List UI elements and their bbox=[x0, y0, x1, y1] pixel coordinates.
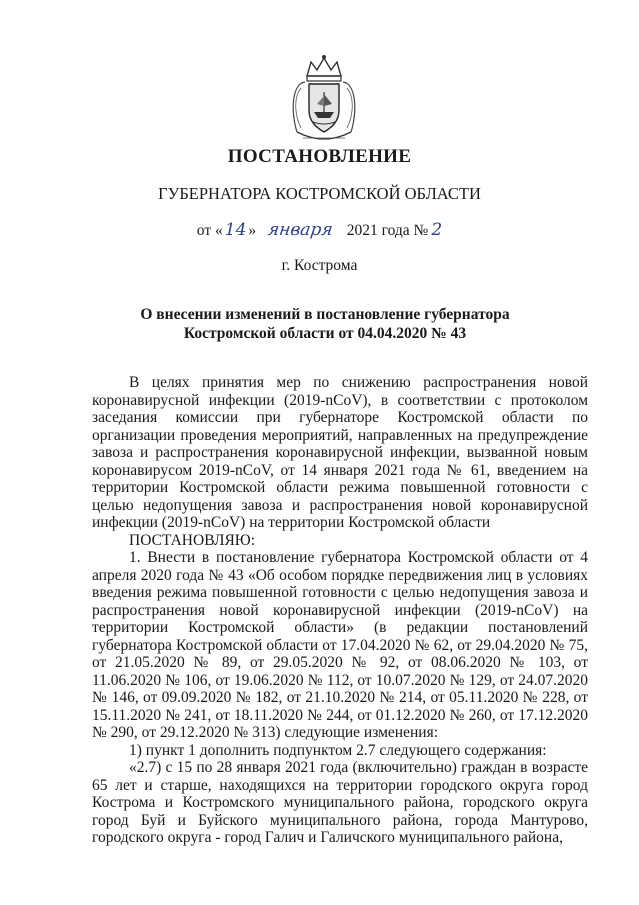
heading-line-1: О внесении изменений в постановление губернатора bbox=[140, 306, 510, 323]
handwritten-number: 2 bbox=[431, 220, 443, 240]
handwritten-month: января bbox=[266, 220, 335, 240]
document-heading bbox=[140, 305, 510, 343]
date-prefix: от « bbox=[196, 222, 223, 239]
item-1-paragraph: 1. Внести в постановление губернатора Костромской области от 4 апреля 2020 года № 43 «Об особом порядке передвижения лиц в условиях введения режима повышенной готовности с целью недопущения завоза и распространения новой коронавирусной инфекции (2019-nCoV) на территории Костромской области» (в редакции постановлений губернатора Костромской области от 17.04.2020 № 62, от 29.04.2020 № 75, от 21.05.2020 № 89, от 29.05.2020 № 92, от 08.06.2020 № 103, от 11.06.2020 № 106, от 19.06.2020 № 112, от 10.07.2020 № 129, от 24.07.2020 № 146, от 09.09.2020 № 182, от 21.10.2020 № 214, от 05.11.2020 № 228, от 15.11.2020 № 241, от 18.11.2020 № 244, от 01.12.2020 № 260, от 17.12.2020 № 290, от 29.12.2020 № 313) следующие изменения: bbox=[92, 549, 588, 741]
decree-word: ПОСТАНОВЛЯЮ: bbox=[129, 531, 256, 549]
date-year-text: 2021 года № bbox=[346, 222, 429, 239]
quoted-subitem-paragraph: «2.7) с 15 по 28 января 2021 года (включительно) граждан в возрасте 65 лет и старше, находящихся на территории городского округа город Кострома и Костромского муниципального района, городского округа город Буй и Буйского муниципального района, города Мантурово, городского округа - город Галич и Галичского муниципального района, bbox=[92, 759, 588, 846]
city-line: г. Кострома bbox=[281, 257, 358, 274]
date-line bbox=[0, 220, 639, 240]
preamble-paragraph: В целях принятия мер по снижению распространения новой коронавирусной инфекции (2019-nCoV), в соответствии с протоколом заседания комиссии при губернаторе Костромской области по организации проведения мероприятий, направленных на предупреждение завоза и распространения коронавирусной инфекции, вызванной новым коронавирусом 2019-nCoV, от 14 января 2021 года № 61, введением на территории Костромской области режима повышенной готовности с целью недопущения завоза и распространения новой коронавирусной инфекции (2019-nCoV) на территории Костромской области bbox=[92, 374, 588, 531]
heading-line-2: Костромской области от 04.04.2020 № 43 bbox=[183, 325, 467, 342]
coat-of-arms-emblem bbox=[287, 54, 361, 148]
document-body bbox=[92, 374, 588, 847]
date-quote-close: » bbox=[248, 222, 257, 239]
subitem-1-paragraph: 1) пункт 1 дополнить подпунктом 2.7 следующего содержания: bbox=[129, 741, 547, 759]
document-title: ПОСТАНОВЛЕНИЕ bbox=[227, 146, 412, 167]
issuer-title: ГУБЕРНАТОРА КОСТРОМСКОЙ ОБЛАСТИ bbox=[158, 184, 481, 203]
handwritten-day: 14 bbox=[224, 220, 247, 240]
